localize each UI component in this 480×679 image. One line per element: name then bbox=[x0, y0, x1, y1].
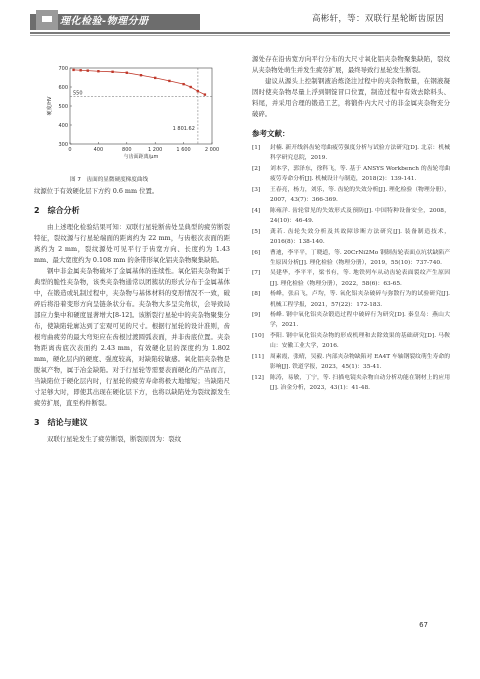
reference-item bbox=[252, 164, 450, 184]
reference-item bbox=[252, 289, 450, 309]
running-title: 高彬轩，等：双联行星轮断齿原因 bbox=[311, 14, 444, 24]
hardness-point bbox=[140, 74, 142, 76]
journal-name: 理化检验-物理分册 bbox=[60, 16, 149, 27]
reference-text: 杨峰. 钢中氧化铝夹杂锻造过程中破碎行为研究[D]. 秦皇岛：燕山大学，2021. bbox=[270, 312, 450, 329]
hardness-point bbox=[190, 86, 192, 88]
threshold-label: 550 bbox=[73, 90, 83, 97]
reference-text: 陈雍洋. 齿轮常见的失效形式及预防[J]. 中国特种设备安全，2008，24(10)：46-49. bbox=[270, 207, 450, 224]
reference-number: [5] bbox=[252, 228, 261, 235]
right-column bbox=[252, 54, 450, 394]
reference-number: [11] bbox=[252, 354, 264, 361]
reference-item bbox=[252, 268, 450, 288]
chart-labels bbox=[46, 66, 219, 160]
reference-text: 王春亮，杨力，刘乐，等. 齿轮的失效分析[J]. 理化检验（物理分册），2007，43(7)：366-369. bbox=[270, 186, 450, 204]
header-rule bbox=[30, 32, 450, 34]
reference-number: [2] bbox=[252, 165, 261, 172]
hardness-point bbox=[72, 69, 74, 71]
reference-item bbox=[252, 185, 450, 205]
references-heading: 参考文献： bbox=[252, 129, 290, 138]
reference-item bbox=[252, 227, 450, 247]
reference-item bbox=[252, 331, 450, 351]
y-tick-label: 500 bbox=[58, 103, 68, 110]
reference-item bbox=[252, 248, 450, 268]
reference-text: 吴建华，李平平，梁书有，等. 地铁列车从动齿轮表面裂纹产生原因[J]. 理化检验（物理分册），2022，58(6)：63-65. bbox=[270, 270, 450, 287]
left-column bbox=[34, 186, 230, 445]
hardness-point bbox=[87, 69, 89, 71]
reference-number: [9] bbox=[252, 312, 261, 319]
hardness-point bbox=[204, 93, 206, 95]
section-heading: 2 综合分析 bbox=[34, 206, 80, 215]
x-tick-label: 0 bbox=[68, 147, 72, 153]
reference-item bbox=[252, 143, 450, 163]
paragraph: 双联行星轮发生了疲劳断裂，断裂原因为：裂纹 bbox=[47, 435, 182, 443]
hardness-point bbox=[79, 69, 81, 71]
chart-axes bbox=[70, 68, 212, 144]
hardness-point bbox=[111, 71, 113, 73]
hardness-point bbox=[154, 77, 156, 79]
reference-text: 陈涛，易敏，丁宁，等. 扫描电镜夹杂物自动分析功能在钢材上的应用[J]. 冶金分析，2023，43(1)：41-48. bbox=[270, 374, 450, 392]
y-tick-label: 300 bbox=[58, 141, 68, 148]
reference-number: [1] bbox=[252, 145, 261, 151]
section-heading: 3 结论与建议 bbox=[34, 418, 88, 427]
hardness-point bbox=[126, 72, 128, 74]
chart-lines bbox=[70, 68, 212, 144]
depth-label: 1 801.62 bbox=[172, 126, 195, 132]
x-tick-label: 2 000 bbox=[204, 147, 220, 153]
paragraph: 建议从源头上控制钢液冶炼浇注过程中的夹杂物数量，在钢液凝固时使夹杂物尽量上浮到钢锭冒口位置，制造过程中有效去除料头、料尾，并采用合理的锻造工艺，将锻件内大尺寸的非金属夹杂物充分破碎。 bbox=[252, 77, 450, 118]
chart-points bbox=[72, 69, 206, 96]
y-tick-label: 400 bbox=[58, 122, 68, 129]
hardness-point bbox=[168, 80, 170, 82]
plot-frame bbox=[70, 68, 212, 144]
hardness-chart bbox=[44, 60, 224, 170]
reference-number: [10] bbox=[252, 333, 264, 340]
reference-number: [7] bbox=[252, 270, 261, 277]
reference-number: [6] bbox=[252, 249, 261, 256]
header-rule-thin bbox=[30, 35, 450, 36]
reference-item bbox=[252, 352, 450, 372]
page-number: 67 bbox=[419, 621, 428, 629]
reference-list bbox=[252, 143, 450, 393]
reference-item bbox=[252, 310, 450, 330]
reference-text: 封楠. 新开线斜齿轮弯曲疲劳强度分析与试验方法研究[D]. 北京：机械科学研究总院，2019. bbox=[270, 145, 450, 162]
reference-number: [8] bbox=[252, 291, 261, 298]
hardness-point bbox=[182, 83, 184, 85]
paragraph: 纹源位于有效硬化层下方约 0.6 mm 位置。 bbox=[34, 187, 159, 195]
paragraph: 由上述理化检验结果可知：双联行星轮断齿处呈典型的疲劳断裂特征，裂纹源与行星轮端面的距离约为 22 mm，与齿根次表面的距离约为 2 mm，裂纹源处可见平行于齿宽方向、长度约为 1.43 mm、最大宽度约为 0.108 mm 的条带形氧化铝夹杂物聚集缺陷。 bbox=[34, 223, 230, 264]
x-tick-label: 1 600 bbox=[176, 147, 191, 153]
x-tick-label: 1 200 bbox=[148, 147, 163, 153]
y-tick-label: 700 bbox=[58, 65, 68, 72]
reference-number: [4] bbox=[252, 207, 261, 214]
reference-text: 曹迪，李平平，丁晓道，等. 20CrNi2Mo 钢制齿轮表面点坑状缺陷产生原因分析[J]. 理化检验（物理分册），2019，55(10)：737-740. bbox=[270, 249, 450, 266]
reference-text: 周素霞，张晴，吴毅. 内部夹杂物缺陷对 EA4T 车轴钢裂纹萌生寿命的影响[J]. 铁道学报，2023，45(1)：35-41. bbox=[270, 354, 450, 371]
x-tick-label: 800 bbox=[122, 147, 132, 153]
figure-caption: 图 7 齿面的显微硬度梯度曲线 bbox=[70, 177, 149, 183]
y-tick-label: 600 bbox=[58, 84, 68, 91]
x-tick-label: 400 bbox=[93, 147, 104, 153]
reference-item bbox=[252, 206, 450, 226]
paragraph: 源处存在沿齿宽方向平行分布的大尺寸氧化铝夹杂物聚集缺陷，裂纹从夹杂物处萌生并发生疲劳扩展，最终导致行星轮发生断裂。 bbox=[252, 55, 450, 74]
hardness-series-line bbox=[74, 70, 205, 95]
reference-item bbox=[252, 373, 450, 393]
reference-number: [3] bbox=[252, 186, 261, 193]
reference-text: 杨峰，张启飞，卢均，等. 氧化铝夹杂破碎与弥散行为的试验研究[J]. 机械工程学报，2021，57(22)：172-183. bbox=[270, 291, 450, 308]
reference-text: 李阳. 钢中氧化铝夹杂物的形成机理和去除效果的基础研究[D]. 马鞍山：安徽工业大学，2016. bbox=[270, 333, 450, 350]
reference-text: 刘本学，郭泽东，徐科飞，等. 基于 ANSYS Workbench 的齿轮弯曲疲劳寿命分析[J]. 机械设计与制造，2018(2)：139-141. bbox=[270, 165, 450, 183]
y-axis-label: 硬度/HV bbox=[47, 96, 53, 116]
paragraph: 钢中非金属夹杂物破坏了金属基体的连续性。氧化铝夹杂物属于典型的脆性夹杂物，该类夹杂物通常以团簇状的形式分布于金属基体中，在锻造或轧制过程中，夹杂物与基体材料的变形情况不一致，破碎后将沿着变形方向呈链条状分布。夹杂物大多呈尖角状，会导致局部应力集中和硬度显著增大[8-12]。该断裂行星轮中的夹杂物聚集分布，使缺陷轮廓达到了宏观可见的尺寸。根据行星轮的设计准则，齿根弯曲疲劳的最大弯矩应在齿根过渡圆弧表面，并非齿底位置。夹杂物距离齿底次表面约 2.43 mm，有效硬化层的深度约为 1.802 mm，硬化层内的硬度、强度较高，对缺陷较敏感。氧化铝夹杂物是脱氧产物，属于冶金缺陷。对于行星轮等需要表面硬化的产品而言，当缺陷位于硬化层内时，行星轮的疲劳寿命将极大地缩短；当缺陷尺寸足够大时，即使其出现在硬化层下方，也将以缺陷处为裂纹源发生疲劳扩展，直至构件断裂。 bbox=[34, 267, 230, 407]
x-axis-label: 与齿面距离/μm bbox=[123, 154, 159, 160]
hardness-point bbox=[97, 70, 99, 72]
reference-text: 龚若. 齿轮失效分析及其故障诊断方法研究[J]. 装备制造技术，2016(8)：138-140. bbox=[270, 228, 450, 245]
reference-number: [12] bbox=[252, 374, 264, 381]
hardness-point bbox=[197, 90, 199, 92]
